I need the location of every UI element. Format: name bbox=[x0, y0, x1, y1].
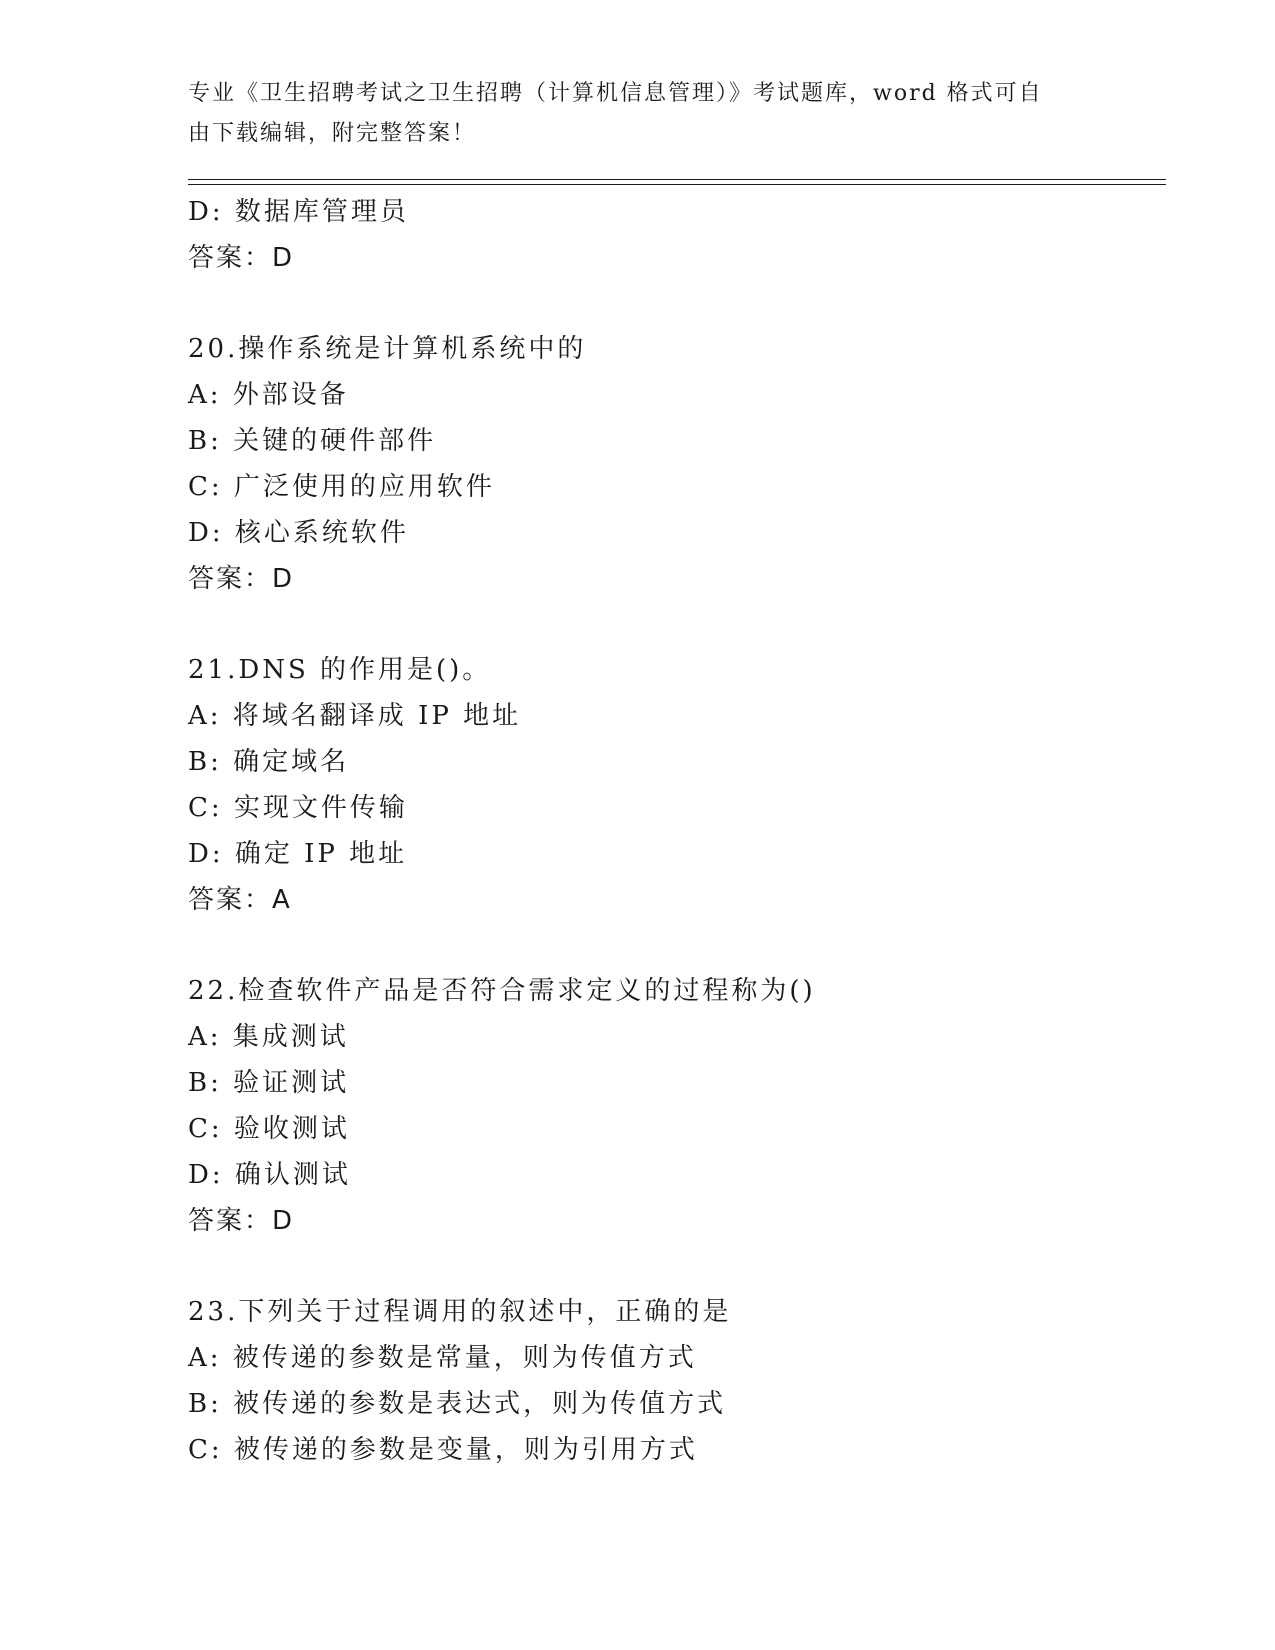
answer: 答案：D bbox=[188, 1206, 295, 1236]
answer: 答案：D bbox=[188, 564, 295, 594]
question-stem: 21.DNS 的作用是()。 bbox=[188, 655, 492, 685]
option-d: D: 确定 IP 地址 bbox=[188, 839, 408, 869]
header-line-1: 专业《卫生招聘考试之卫生招聘（计算机信息管理）》考试题库，word 格式可自 bbox=[188, 81, 1043, 106]
question-22 bbox=[188, 968, 1168, 1244]
option-c: C: 被传递的参数是变量，则为引用方式 bbox=[188, 1435, 698, 1465]
question-stem: 22.检查软件产品是否符合需求定义的过程称为() bbox=[188, 976, 816, 1006]
option-d: D: 数据库管理员 bbox=[188, 197, 409, 227]
option-a: A: 将域名翻译成 IP 地址 bbox=[188, 701, 522, 731]
option-d: D: 核心系统软件 bbox=[188, 518, 409, 548]
answer: 答案：A bbox=[188, 885, 292, 915]
question-20 bbox=[188, 326, 1168, 602]
option-d: D: 确认测试 bbox=[188, 1160, 351, 1190]
option-a: A: 被传递的参数是常量，则为传值方式 bbox=[188, 1343, 697, 1373]
option-b: B: 验证测试 bbox=[188, 1068, 350, 1098]
option-b: B: 被传递的参数是表达式，则为传值方式 bbox=[188, 1389, 727, 1419]
option-c: C: 验收测试 bbox=[188, 1114, 350, 1144]
option-a: A: 集成测试 bbox=[188, 1022, 349, 1052]
option-c: C: 广泛使用的应用软件 bbox=[188, 472, 495, 502]
question-21 bbox=[188, 647, 1168, 923]
header-divider-top bbox=[188, 179, 1166, 180]
question-23 bbox=[188, 1289, 1168, 1473]
option-b: B: 关键的硬件部件 bbox=[188, 426, 437, 456]
question-stem: 20.操作系统是计算机系统中的 bbox=[188, 334, 587, 364]
header-divider-bottom bbox=[188, 184, 1166, 185]
answer: 答案：D bbox=[188, 243, 295, 273]
question-list bbox=[188, 189, 1168, 1473]
document-header bbox=[188, 74, 1068, 154]
option-a: A: 外部设备 bbox=[188, 380, 349, 410]
option-c: C: 实现文件传输 bbox=[188, 793, 408, 823]
question-stem: 23.下列关于过程调用的叙述中，正确的是 bbox=[188, 1297, 732, 1327]
header-line-2: 由下载编辑，附完整答案！ bbox=[188, 121, 477, 146]
option-b: B: 确定域名 bbox=[188, 747, 350, 777]
